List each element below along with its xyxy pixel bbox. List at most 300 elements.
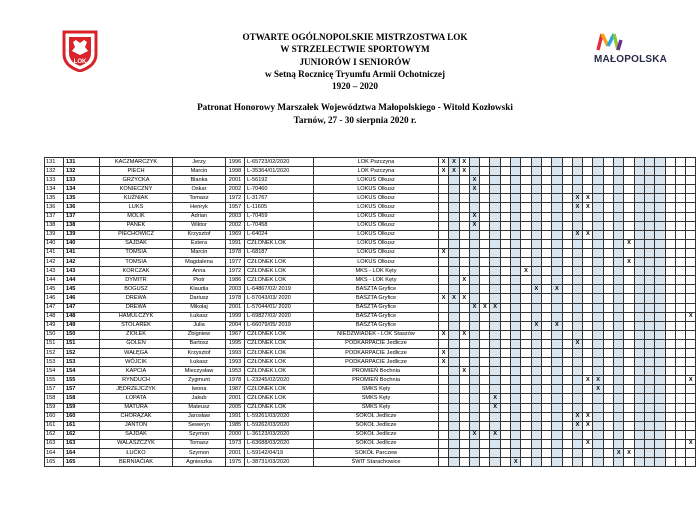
row-surname: PANEK	[100, 221, 173, 230]
row-license: L-56192	[245, 176, 314, 185]
event-cell	[490, 267, 500, 276]
event-cell	[480, 176, 490, 185]
row-surname: ŁUĆKO	[100, 449, 173, 458]
event-cell	[603, 394, 613, 403]
event-cell	[562, 258, 572, 267]
event-cell	[675, 312, 685, 321]
event-cell	[459, 430, 469, 439]
event-cell	[614, 394, 624, 403]
row-first-name: Krzysztof	[173, 230, 226, 239]
event-cell	[624, 203, 634, 212]
event-cell	[603, 167, 613, 176]
event-cell	[624, 185, 634, 194]
event-cell	[614, 248, 624, 257]
event-cell	[655, 348, 665, 357]
event-cell	[686, 267, 696, 276]
event-cell	[624, 194, 634, 203]
event-cell	[490, 194, 500, 203]
event-cell	[614, 403, 624, 412]
event-cell	[500, 285, 510, 294]
row-license: L-69827/02/ 2020	[245, 312, 314, 321]
row-birth-year: 2001	[226, 449, 245, 458]
event-cell	[480, 430, 490, 439]
event-cell	[644, 230, 654, 239]
event-cell: X	[469, 303, 479, 312]
event-cell	[624, 212, 634, 221]
event-cell	[686, 348, 696, 357]
row-lp: 163	[45, 439, 64, 448]
row-club: BASZTA Gryfice	[314, 294, 439, 303]
event-cell	[572, 458, 582, 467]
row-first-name: Oskar	[173, 185, 226, 194]
event-cell	[490, 358, 500, 367]
event-cell	[459, 239, 469, 248]
event-cell	[624, 167, 634, 176]
event-cell	[614, 321, 624, 330]
event-cell	[614, 212, 624, 221]
event-cell	[521, 230, 531, 239]
event-cell: X	[469, 221, 479, 230]
event-cell	[562, 294, 572, 303]
event-cell	[449, 194, 459, 203]
event-cell: X	[459, 330, 469, 339]
event-cell	[531, 212, 541, 221]
event-cell	[521, 439, 531, 448]
event-cell	[490, 312, 500, 321]
event-cell	[686, 394, 696, 403]
event-cell	[490, 221, 500, 230]
event-cell	[562, 321, 572, 330]
event-cell	[480, 221, 490, 230]
row-club: SOKÓŁ Jedlicze	[314, 439, 439, 448]
header-line-6: Patronat Honorowy Marszałek Województwa Małopolskiego - Witold Kozłowski	[197, 102, 513, 113]
event-cell	[624, 312, 634, 321]
event-cell	[675, 358, 685, 367]
event-cell: X	[686, 376, 696, 385]
event-cell	[686, 239, 696, 248]
event-cell	[593, 403, 603, 412]
event-cell	[644, 158, 654, 167]
event-cell	[439, 176, 449, 185]
event-cell: X	[583, 230, 593, 239]
row-surname: WAŁĘGA	[100, 348, 173, 357]
event-cell	[675, 239, 685, 248]
row-start-number: 138	[64, 221, 100, 230]
event-cell	[644, 394, 654, 403]
row-surname: KACZMARCZYK	[100, 158, 173, 167]
event-cell	[541, 221, 551, 230]
event-cell	[603, 221, 613, 230]
event-cell	[593, 312, 603, 321]
row-birth-year: 1978	[226, 294, 245, 303]
event-cell	[490, 412, 500, 421]
event-cell	[449, 330, 459, 339]
event-cell	[531, 276, 541, 285]
event-cell	[469, 203, 479, 212]
event-cell	[634, 221, 644, 230]
event-cell	[675, 185, 685, 194]
row-birth-year: 1967	[226, 330, 245, 339]
event-cell	[603, 458, 613, 467]
event-cell	[521, 376, 531, 385]
event-cell: X	[552, 285, 562, 294]
event-cell	[552, 194, 562, 203]
table-row	[45, 439, 696, 448]
event-cell	[603, 267, 613, 276]
event-cell	[531, 167, 541, 176]
event-cell	[562, 303, 572, 312]
row-club: MKS - LOK Kęty	[314, 276, 439, 285]
row-license: L-38731/03/2020	[245, 458, 314, 467]
event-cell	[562, 276, 572, 285]
event-cell	[593, 367, 603, 376]
event-cell	[552, 439, 562, 448]
event-cell	[531, 248, 541, 257]
event-cell	[572, 158, 582, 167]
event-cell	[634, 303, 644, 312]
event-cell	[624, 267, 634, 276]
event-cell	[665, 267, 675, 276]
event-cell	[644, 430, 654, 439]
event-cell	[541, 412, 551, 421]
event-cell	[583, 449, 593, 458]
event-cell	[552, 248, 562, 257]
row-start-number: 154	[64, 367, 100, 376]
row-surname: KONIECZNY	[100, 185, 173, 194]
event-cell	[480, 267, 490, 276]
row-club: NIEDŹWIADEK - LOK Staszów	[314, 330, 439, 339]
row-surname: PIECH	[100, 167, 173, 176]
event-cell	[459, 449, 469, 458]
event-cell	[459, 267, 469, 276]
row-club: PODKARPACIE Jedlicze	[314, 358, 439, 367]
row-club: SMKS Kęty	[314, 385, 439, 394]
event-cell	[665, 330, 675, 339]
event-cell	[624, 294, 634, 303]
event-cell	[469, 239, 479, 248]
event-cell: X	[531, 285, 541, 294]
table-row	[45, 394, 696, 403]
event-cell	[562, 367, 572, 376]
header-line-1: OTWARTE OGÓLNOPOLSKIE MISTRZOSTWA LOK	[242, 32, 468, 42]
event-cell	[449, 412, 459, 421]
event-cell	[449, 248, 459, 257]
event-cell	[541, 339, 551, 348]
row-birth-year: 1972	[226, 194, 245, 203]
event-cell	[562, 285, 572, 294]
event-cell	[469, 376, 479, 385]
event-cell	[531, 194, 541, 203]
event-cell	[572, 439, 582, 448]
table-row	[45, 449, 696, 458]
row-license: CZŁONEK LOK	[245, 239, 314, 248]
event-cell	[614, 267, 624, 276]
row-start-number: 159	[64, 403, 100, 412]
row-birth-year: 2003	[226, 285, 245, 294]
row-birth-year: 1973	[226, 439, 245, 448]
table-row	[45, 358, 696, 367]
row-surname: SAJDAK	[100, 430, 173, 439]
event-cell	[562, 185, 572, 194]
event-cell	[603, 330, 613, 339]
event-cell	[469, 167, 479, 176]
event-cell	[655, 421, 665, 430]
event-cell	[634, 367, 644, 376]
event-cell	[665, 239, 675, 248]
row-lp: 148	[45, 312, 64, 321]
event-cell	[531, 303, 541, 312]
event-cell	[439, 449, 449, 458]
event-cell	[644, 276, 654, 285]
event-cell	[511, 439, 521, 448]
event-cell	[541, 167, 551, 176]
row-lp: 139	[45, 230, 64, 239]
header-line-7: Tarnów, 27 - 30 sierpnia 2020 r.	[293, 114, 417, 125]
event-cell	[531, 294, 541, 303]
row-birth-year: 1978	[226, 376, 245, 385]
event-cell	[634, 167, 644, 176]
event-cell	[583, 158, 593, 167]
row-start-number: 142	[64, 258, 100, 267]
event-cell: X	[583, 412, 593, 421]
event-cell	[686, 430, 696, 439]
row-license: CZŁONEK LOK	[245, 367, 314, 376]
event-cell	[511, 267, 521, 276]
event-cell	[541, 285, 551, 294]
event-cell	[634, 239, 644, 248]
row-license: CZŁONEK LOK	[245, 258, 314, 267]
event-cell	[562, 330, 572, 339]
event-cell	[511, 321, 521, 330]
event-cell	[614, 439, 624, 448]
event-cell: X	[439, 167, 449, 176]
event-cell	[521, 421, 531, 430]
row-first-name: Seweryn	[173, 421, 226, 430]
event-cell	[500, 394, 510, 403]
row-surname: JĘDRZEJCZYK	[100, 385, 173, 394]
event-cell	[644, 285, 654, 294]
event-cell	[521, 194, 531, 203]
event-cell	[686, 421, 696, 430]
row-start-number: 139	[64, 230, 100, 239]
event-cell	[572, 285, 582, 294]
row-lp: 136	[45, 203, 64, 212]
event-cell	[562, 394, 572, 403]
event-cell	[469, 194, 479, 203]
table-row	[45, 239, 696, 248]
row-license: L-59261/03/2020	[245, 412, 314, 421]
row-birth-year: 1986	[226, 276, 245, 285]
event-cell	[686, 412, 696, 421]
row-surname: TOMSIA	[100, 258, 173, 267]
event-cell	[552, 185, 562, 194]
event-cell	[552, 312, 562, 321]
event-cell	[459, 212, 469, 221]
row-start-number: 157	[64, 385, 100, 394]
event-cell	[675, 248, 685, 257]
row-lp: 152	[45, 348, 64, 357]
event-cell	[480, 376, 490, 385]
row-birth-year: 1972	[226, 267, 245, 276]
row-club: LOKUS Olkusz	[314, 203, 439, 212]
event-cell	[500, 212, 510, 221]
row-lp: 145	[45, 285, 64, 294]
event-cell	[572, 449, 582, 458]
event-cell	[675, 294, 685, 303]
row-license: L-64024	[245, 230, 314, 239]
row-license: CZŁONEK LOK	[245, 276, 314, 285]
event-cell	[583, 258, 593, 267]
event-cell	[521, 212, 531, 221]
row-first-name: Dariusz	[173, 294, 226, 303]
event-cell	[593, 303, 603, 312]
event-cell	[552, 276, 562, 285]
row-license: L-35364/01/2020	[245, 167, 314, 176]
event-cell	[521, 239, 531, 248]
row-club: LOKUS Olkusz	[314, 230, 439, 239]
event-cell	[439, 430, 449, 439]
event-cell	[459, 439, 469, 448]
table-row	[45, 185, 696, 194]
event-cell	[675, 439, 685, 448]
event-cell	[614, 194, 624, 203]
row-club: LOKUS Olkusz	[314, 194, 439, 203]
event-cell	[583, 276, 593, 285]
event-cell	[593, 348, 603, 357]
row-license: CZŁONEK LOK	[245, 385, 314, 394]
row-license: L-68187	[245, 248, 314, 257]
event-cell	[572, 312, 582, 321]
event-cell	[552, 203, 562, 212]
event-cell	[552, 449, 562, 458]
event-cell	[624, 394, 634, 403]
event-cell	[449, 449, 459, 458]
event-cell	[449, 176, 459, 185]
event-cell: X	[583, 439, 593, 448]
event-cell	[500, 439, 510, 448]
event-cell	[603, 248, 613, 257]
event-cell	[521, 385, 531, 394]
event-cell	[531, 358, 541, 367]
row-lp: 157	[45, 385, 64, 394]
event-cell: X	[572, 412, 582, 421]
event-cell	[541, 385, 551, 394]
event-cell	[603, 230, 613, 239]
event-cell	[480, 158, 490, 167]
row-surname: LUKS	[100, 203, 173, 212]
event-cell: X	[624, 449, 634, 458]
row-license: L-36123/03/2020	[245, 430, 314, 439]
event-cell	[459, 458, 469, 467]
event-cell	[686, 212, 696, 221]
event-cell	[469, 421, 479, 430]
event-cell	[459, 348, 469, 357]
event-cell	[531, 267, 541, 276]
event-cell	[655, 167, 665, 176]
table-row	[45, 339, 696, 348]
event-cell	[459, 376, 469, 385]
event-cell	[686, 294, 696, 303]
event-cell	[469, 276, 479, 285]
event-cell	[572, 212, 582, 221]
event-cell	[593, 248, 603, 257]
event-cell	[511, 312, 521, 321]
event-cell	[439, 276, 449, 285]
row-club: PROMIEŃ Bochnia	[314, 367, 439, 376]
row-lp: 165	[45, 458, 64, 467]
event-cell	[583, 348, 593, 357]
event-cell: X	[459, 294, 469, 303]
event-cell	[439, 458, 449, 467]
event-cell	[531, 439, 541, 448]
event-cell	[521, 158, 531, 167]
row-surname: DYMITR	[100, 276, 173, 285]
event-cell	[644, 412, 654, 421]
event-cell	[511, 285, 521, 294]
event-cell	[665, 158, 675, 167]
row-surname: BOGUSZ	[100, 285, 173, 294]
event-cell	[439, 212, 449, 221]
event-cell	[459, 203, 469, 212]
event-cell	[686, 230, 696, 239]
event-cell	[572, 176, 582, 185]
event-cell	[469, 285, 479, 294]
event-cell	[531, 412, 541, 421]
event-cell	[665, 294, 675, 303]
row-first-name: Łukasz	[173, 358, 226, 367]
event-cell	[614, 258, 624, 267]
row-surname: KAPCIA	[100, 367, 173, 376]
event-cell	[521, 294, 531, 303]
row-birth-year: 1993	[226, 358, 245, 367]
row-lp: 153	[45, 358, 64, 367]
event-cell	[552, 376, 562, 385]
row-first-name: Zygmunt	[173, 376, 226, 385]
event-cell	[644, 339, 654, 348]
event-cell	[686, 185, 696, 194]
event-cell	[665, 203, 675, 212]
event-cell	[439, 385, 449, 394]
event-cell	[603, 239, 613, 248]
event-cell	[439, 394, 449, 403]
event-cell	[603, 203, 613, 212]
event-cell: X	[439, 358, 449, 367]
event-cell	[459, 321, 469, 330]
event-cell	[469, 412, 479, 421]
event-cell: X	[439, 294, 449, 303]
event-cell	[449, 339, 459, 348]
event-cell	[521, 185, 531, 194]
event-cell	[552, 421, 562, 430]
event-cell	[686, 358, 696, 367]
event-cell	[644, 348, 654, 357]
event-cell	[624, 358, 634, 367]
row-surname: KORCZAK	[100, 267, 173, 276]
event-cell	[593, 185, 603, 194]
row-lp: 140	[45, 239, 64, 248]
event-cell	[500, 239, 510, 248]
table-row	[45, 330, 696, 339]
event-cell	[552, 403, 562, 412]
row-start-number: 150	[64, 330, 100, 339]
event-cell	[552, 167, 562, 176]
event-cell	[490, 321, 500, 330]
row-first-name: Tomasz	[173, 194, 226, 203]
event-cell	[480, 230, 490, 239]
event-cell	[490, 248, 500, 257]
row-start-number: 158	[64, 394, 100, 403]
row-surname: ŁOPATA	[100, 394, 173, 403]
